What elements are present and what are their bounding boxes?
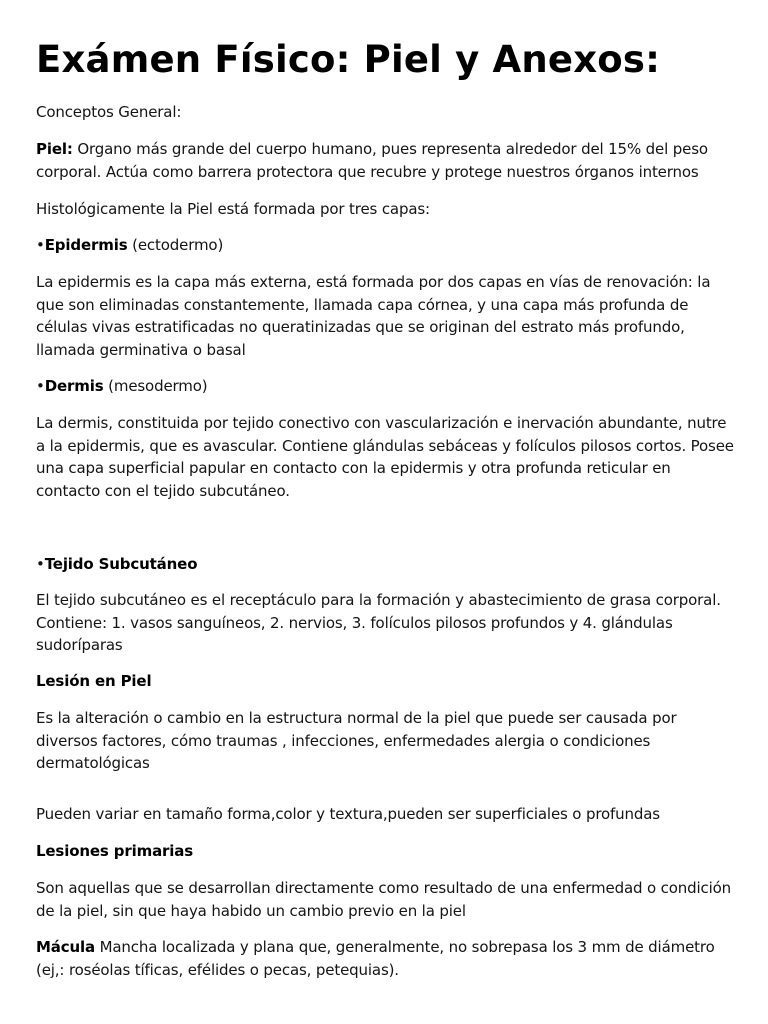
piel-paragraph — [36, 138, 736, 183]
conceptos-label: Conceptos General: — [36, 103, 182, 121]
lesion-variation-paragraph: Pueden variar en tamaño forma,color y textura,pueden ser superficiales o profundas — [36, 805, 660, 823]
subcutaneo-heading — [36, 553, 736, 576]
subcutaneo-paragraph: El tejido subcutáneo es el receptáculo para la formación y abastecimiento de grasa corporal. Contiene: 1. vasos sanguíneos, 2. nervios, 3. folículos pilosos profundos y 4. glándulas sudoríparas — [36, 591, 721, 654]
primarias-heading: Lesiones primarias — [36, 842, 194, 860]
piel-term: Piel: — [36, 140, 73, 158]
macula-paragraph — [36, 936, 736, 981]
lesion-heading: Lesión en Piel — [36, 672, 152, 690]
subcutaneo-bullet: • — [36, 555, 45, 573]
epidermis-note: (ectodermo) — [127, 236, 224, 254]
lesion-paragraph: Es la alteración o cambio en la estructura normal de la piel que puede ser causada por diversos factores, cómo traumas , infecciones, enfermedades alergia o condiciones dermatológicas — [36, 709, 677, 772]
epidermis-heading — [36, 234, 736, 257]
dermis-bullet: • — [36, 377, 45, 395]
piel-text: Organo más grande del cuerpo humano, pues representa alrededor del 15% del peso corporal. Actúa como barrera protectora que recubre y protege nuestros órganos internos — [36, 140, 708, 181]
epidermis-bullet: • — [36, 236, 45, 254]
macula-term: Mácula — [36, 938, 95, 956]
macula-text: Mancha localizada y plana que, generalmente, no sobrepasa los 3 mm de diámetro (ej,: roséolas tíficas, efélides o pecas, petequias). — [36, 938, 715, 979]
dermis-heading — [36, 375, 736, 398]
histologia-paragraph: Histológicamente la Piel está formada por tres capas: — [36, 200, 430, 218]
primarias-paragraph: Son aquellas que se desarrollan directamente como resultado de una enfermedad o condición de la piel, sin que haya habido un cambio previo en la piel — [36, 879, 732, 920]
dermis-paragraph: La dermis, constituida por tejido conectivo con vascularización e inervación abundante, nutre a la epidermis, que es avascular. Contiene glándulas sebáceas y folículos pilosos cortos. Posee una capa superficial papular en contacto con la epidermis y otra profunda reticular en contacto con el tejido subcutáneo. — [36, 414, 734, 500]
dermis-term: Dermis — [44, 377, 104, 395]
subcutaneo-term: Tejido Subcutáneo — [44, 555, 198, 573]
epidermis-term: Epidermis — [44, 236, 128, 254]
epidermis-paragraph: La epidermis es la capa más externa, está formada por dos capas en vías de renovación: la que son eliminadas constantemente, llamada capa córnea, y una capa más profunda de células vivas estratificadas no queratinizadas que se originan del estrato más profundo, llamada germinativa o basal — [36, 273, 711, 359]
dermis-note: (mesodermo) — [103, 377, 208, 395]
page-title: Exámen Físico: Piel y Anexos: — [36, 38, 661, 81]
